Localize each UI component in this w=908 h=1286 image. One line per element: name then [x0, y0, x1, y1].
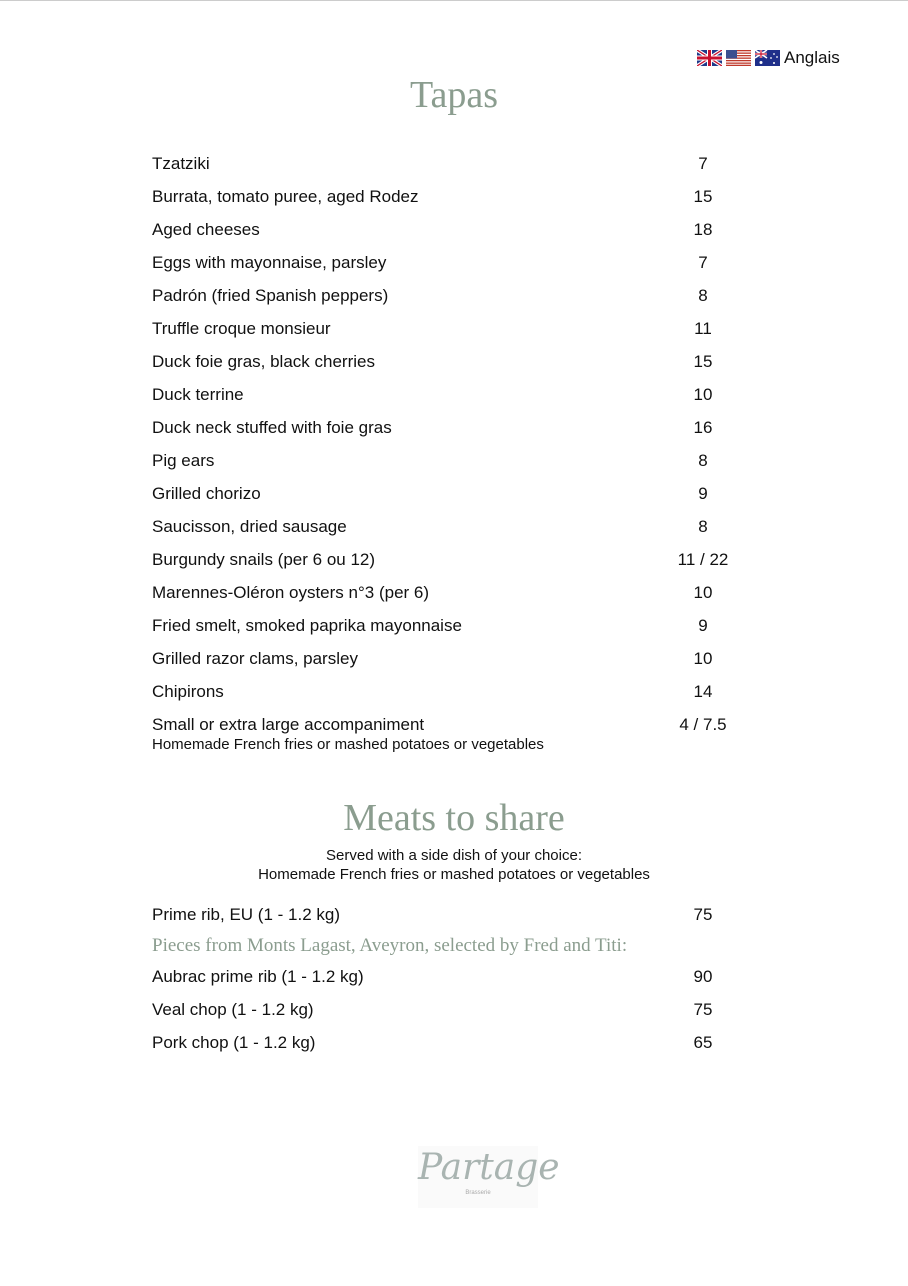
item-price: 4 / 7.5: [679, 715, 727, 734]
menu-item: [152, 999, 752, 1021]
us-flag-icon[interactable]: [726, 50, 751, 66]
menu-item: [152, 285, 752, 307]
item-price: 65: [693, 1033, 713, 1052]
item-price: 7: [698, 154, 708, 173]
menu-item: [152, 681, 752, 703]
item-name: Pork chop (1 - 1.2 kg): [152, 1033, 316, 1052]
partage-logo: [418, 1146, 560, 1208]
menu-item: [152, 417, 752, 439]
menu-item: [152, 153, 752, 175]
item-price: 11 / 22: [677, 550, 729, 569]
item-name: Marennes-Oléron oysters n°3 (per 6): [152, 583, 430, 602]
item-price: 10: [693, 649, 713, 668]
menu-item: [152, 351, 752, 373]
menu-item: [152, 186, 752, 208]
item-name: Grilled chorizo: [152, 484, 261, 503]
item-price: 75: [693, 905, 713, 924]
menu-item: [152, 1032, 752, 1054]
item-name: Duck foie gras, black cherries: [152, 352, 375, 371]
menu-item: [152, 483, 752, 505]
uk-flag-icon[interactable]: [697, 50, 722, 66]
item-price: 9: [698, 616, 708, 635]
accompaniment-note: Homemade French fries or mashed potatoes or vegetables: [152, 736, 544, 753]
meats-subheading: Pieces from Monts Lagast, Aveyron, selected by Fred and Titi:: [152, 935, 628, 956]
language-label[interactable]: Anglais: [784, 48, 840, 67]
menu-item: [152, 384, 752, 406]
item-name: Duck terrine: [152, 385, 244, 404]
meats-title: Meats to share: [343, 797, 565, 839]
item-price: 75: [693, 1000, 713, 1019]
menu-item: [152, 252, 752, 274]
item-name: Veal chop (1 - 1.2 kg): [152, 1000, 314, 1019]
meats-note-line2: Homemade French fries or mashed potatoes or vegetables: [258, 866, 650, 883]
item-name: Padrón (fried Spanish peppers): [152, 286, 389, 305]
item-price: 10: [693, 385, 713, 404]
item-price: 7: [698, 253, 708, 272]
logo-tagline: Brasserie: [465, 1190, 491, 1196]
item-name: Grilled razor clams, parsley: [152, 649, 358, 668]
language-selector[interactable]: [697, 48, 840, 68]
australia-flag-icon[interactable]: [755, 50, 780, 66]
menu-item: [152, 318, 752, 340]
item-name: Fried smelt, smoked paprika mayonnaise: [152, 616, 462, 635]
item-price: 11: [694, 319, 712, 338]
item-name: Prime rib, EU (1 - 1.2 kg): [152, 905, 340, 924]
menu-item: [152, 648, 752, 670]
item-name: Saucisson, dried sausage: [152, 517, 347, 536]
item-price: 8: [698, 517, 708, 536]
item-name: Pig ears: [152, 451, 215, 470]
item-name: Small or extra large accompaniment: [152, 715, 425, 734]
item-name: Tzatziki: [152, 154, 210, 173]
item-name: Burgundy snails (per 6 ou 12): [152, 550, 376, 569]
menu-item: [152, 549, 752, 571]
item-price: 15: [693, 352, 713, 371]
menu-item: [152, 615, 752, 637]
menu-item: [152, 582, 752, 604]
item-price: 15: [693, 187, 713, 206]
item-name: Aged cheeses: [152, 220, 260, 239]
item-name: Aubrac prime rib (1 - 1.2 kg): [152, 967, 364, 986]
meats-note-line1: Served with a side dish of your choice:: [326, 847, 582, 864]
item-name: Burrata, tomato puree, aged Rodez: [152, 187, 419, 206]
item-price: 9: [698, 484, 708, 503]
menu-item: [152, 966, 752, 988]
item-price: 8: [698, 451, 708, 470]
menu-item: [152, 219, 752, 241]
tapas-title: Tapas: [409, 74, 499, 116]
menu-item: [152, 450, 752, 472]
menu-item: [152, 714, 752, 736]
logo-wordmark: Partage: [418, 1147, 560, 1188]
item-name: Chipirons: [152, 682, 224, 701]
item-price: 18: [693, 220, 713, 239]
item-name: Truffle croque monsieur: [152, 319, 331, 338]
item-price: 8: [698, 286, 708, 305]
item-price: 16: [693, 418, 713, 437]
item-price: 10: [693, 583, 713, 602]
menu-item: [152, 516, 752, 538]
item-name: Eggs with mayonnaise, parsley: [152, 253, 387, 272]
item-price: 90: [693, 967, 713, 986]
menu-item: [152, 904, 752, 926]
item-name: Duck neck stuffed with foie gras: [152, 418, 392, 437]
item-price: 14: [693, 682, 713, 701]
